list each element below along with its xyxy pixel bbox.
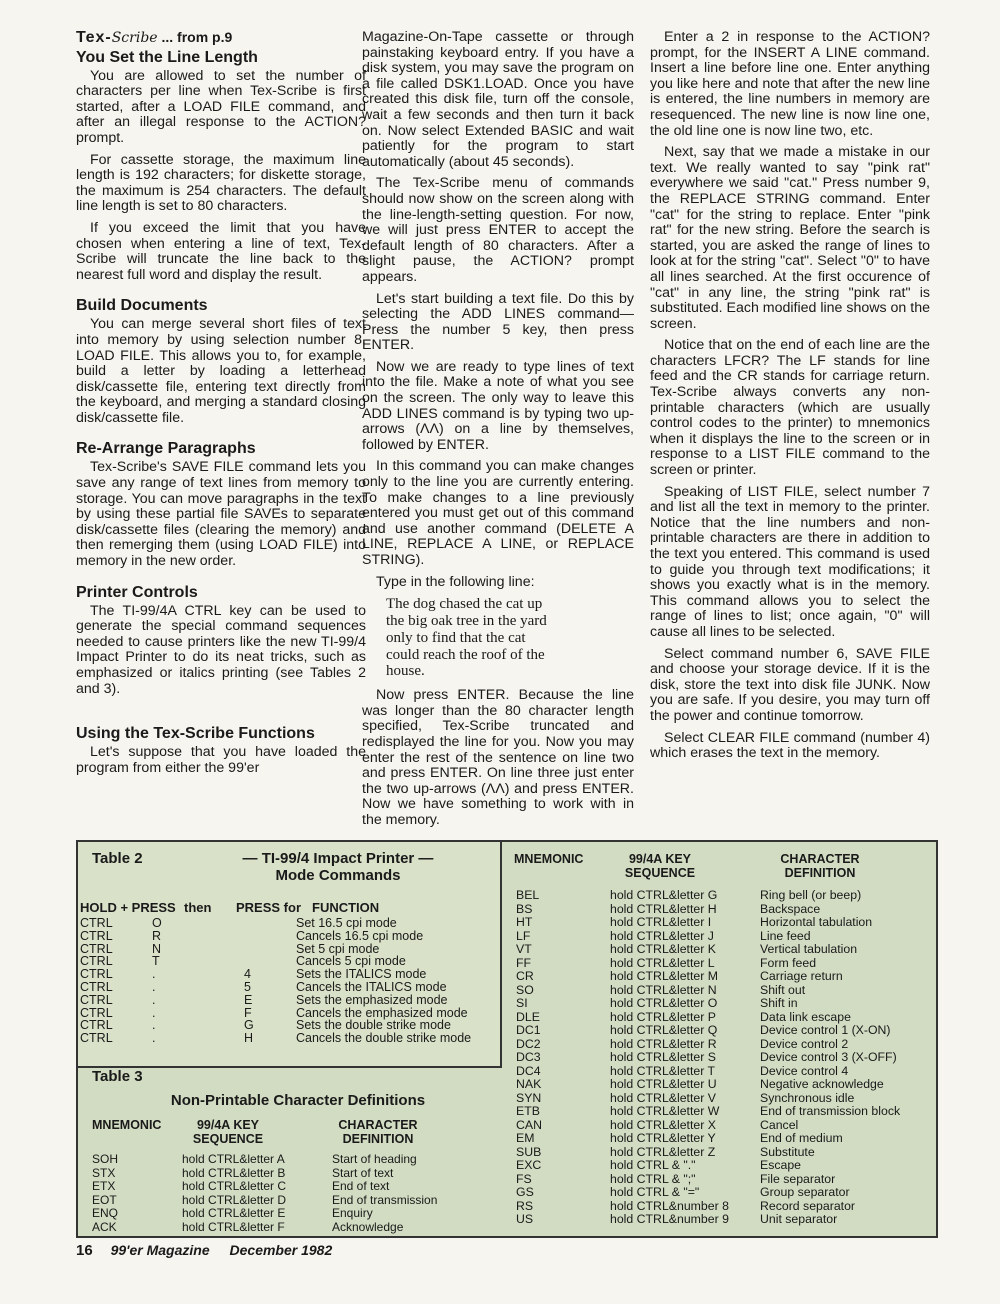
table-cell: File separator [760, 1171, 836, 1186]
table-cell: Group separator [760, 1185, 850, 1199]
sample-text-quote: The dog chased the cat up the big oak tree in the yard only to find that the cat could reach the roof of the house. [386, 596, 547, 680]
table-cell: US [516, 1212, 534, 1226]
table-cell: GS [516, 1185, 534, 1199]
table-cell: ACK [92, 1219, 117, 1234]
table-cell: hold CTRL&letter F [182, 1219, 285, 1234]
table-cell: hold CTRL&letter Y [610, 1131, 716, 1145]
header-cell: HOLD + PRESS [80, 900, 176, 915]
table-cell: Start of text [332, 1165, 394, 1180]
table-cell: H [244, 1031, 254, 1046]
table-cell: HT [516, 915, 533, 929]
table-cell: hold CTRL & "." [610, 1158, 696, 1172]
paragraph: Notice that on the end of each line are the characters LFCR? The LF stands for line feed and the CR stands for carriage return. Tex-Scribe always converts any non-printable characters (which are usually control codes to the printer) to mnemonics when it displays the line to the screen or in response to a LIST FILE command to the screen or printer. [650, 337, 930, 479]
header-cell: 99/4A KEY SEQUENCE [624, 852, 696, 880]
table-cell: E [244, 992, 253, 1007]
paragraph: Speaking of LIST FILE, select number 7 and list all the text in memory to the printer. Notice that the line numbers and non-printable characters are there in addition to the text you entered. This command is used to guide you through text modifications; it shows you exactly what is in the memory. This command allows you to select the range of lines to list; once again, "0" will cause all lines to be selected. [650, 483, 930, 640]
header-cell: CHARACTER DEFINITION [780, 852, 860, 880]
table-cell: Sets the double strike mode [296, 1018, 451, 1033]
table-cell: End of medium [760, 1131, 843, 1145]
table-cell: Set 5 cpi mode [296, 941, 380, 956]
table-cell: SO [516, 982, 534, 997]
table-cell: hold CTRL&letter O [610, 996, 718, 1010]
table-cell: . [152, 992, 156, 1007]
paragraph: In this command you can make changes only to the line you are currently entering. To make changes to a line previously entered you must get out of this command and use another command (DELETE A LINE, REPLACE A LINE, or REPLACE STRING). [362, 458, 634, 568]
heading-line-length: You Set the Line Length [76, 48, 258, 66]
table-cell: hold CTRL&letter S [610, 1050, 716, 1064]
table-cell: . [152, 1031, 156, 1046]
table-cell: Unit separator [760, 1212, 838, 1226]
paragraph: The Tex-Scribe menu of commands should now show on the screen along with the line-length-setting question. For now, we will just press ENTER to accept the default length of 80 characters. After a slight pause, the ACTION? prompt appears. [362, 175, 634, 285]
table-cell: ETB [516, 1104, 540, 1118]
table-cell: Substitute [760, 1144, 815, 1159]
header-cell: MNEMONIC [514, 852, 584, 866]
table-cell: N [152, 941, 162, 956]
table-cell: R [152, 928, 162, 943]
heading-functions: Using the Tex-Scribe Functions [76, 725, 315, 743]
table-cell: DC1 [516, 1023, 541, 1037]
header-cell: CHARACTER DEFINITION [338, 1118, 418, 1146]
table-cell: CTRL [80, 928, 113, 943]
column-1 [76, 30, 366, 782]
table-cell: O [152, 916, 162, 930]
table-cell: hold CTRL&letter P [610, 1009, 716, 1024]
table-cell: hold CTRL & ";" [610, 1171, 696, 1186]
table-cell: hold CTRL&letter U [610, 1077, 717, 1091]
table-cell: hold CTRL&letter L [610, 955, 715, 970]
page-footer [76, 1242, 332, 1259]
banner-scribe: Scribe [111, 30, 158, 46]
table-3-title: Non-Printable Character Definitions [170, 1092, 426, 1109]
table-cell: . [152, 1005, 156, 1020]
table-cell: EOT [92, 1192, 117, 1207]
paragraph: Let's suppose that you have loaded the program from either the 99'er [76, 744, 366, 776]
table-cell: hold CTRL&letter I [610, 915, 712, 929]
table-cell: Line feed [760, 928, 811, 943]
table-cell: ENQ [92, 1206, 119, 1221]
table-cell: CTRL [80, 1018, 113, 1033]
table-cell: CTRL [80, 941, 113, 956]
heading-printer-controls: Printer Controls [76, 583, 198, 601]
table-cell: hold CTRL&letter G [610, 888, 718, 902]
table-cell: BEL [516, 888, 540, 902]
paragraph: Type in the following line: [376, 573, 535, 590]
paragraph: Magazine-On-Tape cassette or through painstaking keyboard entry. If you have a disk system, you may save the program on a file called DSK1.LOAD. Once you have created this disk file, turn off the console, wait a few seconds and then turn it back on. Now select Extended BASIC and wait patiently for the program to start automatically (about 45 seconds). [362, 29, 634, 170]
table-cell: hold CTRL&letter H [610, 901, 717, 916]
table-cell: 5 [244, 979, 251, 994]
table-cell: G [244, 1018, 254, 1033]
table-cell: hold CTRL&letter D [182, 1192, 287, 1207]
table-cell: hold CTRL&letter Z [610, 1144, 716, 1159]
header-cell: 99/4A KEY SEQUENCE [192, 1118, 264, 1146]
paragraph: If you exceed the limit that you have chosen when entering a line of text, Tex-Scribe will truncate the line back to the nearest full word and display the result. [76, 219, 366, 283]
table-cell: NAK [516, 1077, 542, 1091]
table-cell: CTRL [80, 992, 113, 1007]
heading-build-documents: Build Documents [76, 297, 208, 315]
table-cell: hold CTRL&letter R [610, 1036, 717, 1051]
paragraph: Now we are ready to type lines of text into the file. Make a note of what you see on the screen. The only way to leave this ADD LINES command is by typing two up-arrows (ΛΛ) on a line by themselves, followed by ENTER. [362, 358, 634, 453]
page-number: 16 [76, 1242, 93, 1259]
table-cell: Escape [760, 1158, 802, 1172]
table-cell: Backspace [760, 901, 821, 916]
paragraph: Now press ENTER. Because the line was longer than the 80 character length specified, Tex-Scribe truncated and redisplayed the line for you. Now you may enter the rest of the sentence on line two and press ENTER. On line three just enter the two up-arrows (ΛΛ) and press ENTER. Now we have something to work with in the memory. [362, 687, 634, 828]
table-cell: . [152, 967, 156, 982]
table-cell: EXC [516, 1158, 542, 1172]
table-cell: T [152, 954, 160, 969]
table-cell: EM [516, 1131, 535, 1145]
table-cell: DC3 [516, 1050, 541, 1064]
table-cell: CTRL [80, 1005, 113, 1020]
table-cell: CTRL [80, 967, 113, 982]
paragraph: The TI-99/4A CTRL key can be used to generate the special command sequences needed to cause printers like the new TI-99/4 Impact Printer to do its neat tricks, such as emphasized or italics printing (see Tables 2 and 3). [76, 602, 366, 697]
table-cell: 4 [244, 967, 251, 982]
table-cell: hold CTRL&letter N [610, 982, 717, 997]
table-cell: DC2 [516, 1036, 541, 1051]
paragraph: You are allowed to set the number of characters per line when Tex-Scribe is first started, after a LOAD FILE command, and after an illegal response to the ACTION? prompt. [76, 67, 366, 146]
table-cell: FS [516, 1171, 532, 1186]
table-cell: RS [516, 1198, 534, 1213]
table-3 [78, 1068, 500, 1236]
table-cell: hold CTRL&letter K [610, 942, 716, 956]
table-cell: STX [92, 1165, 116, 1180]
continued-banner [76, 30, 366, 47]
paragraph: Let's start building a text file. Do this by selecting the ADD LINES command—Press the number 5 key, then press ENTER. [362, 290, 634, 354]
table-cell: End of transmission [332, 1192, 438, 1207]
table-cell: Device control 3 (X-OFF) [760, 1050, 897, 1064]
table-cell: hold CTRL&number 8 [610, 1198, 729, 1213]
table-cell: Cancels 5 cpi mode [296, 954, 406, 969]
column-2 [362, 30, 634, 835]
table-cell: SUB [516, 1144, 542, 1159]
table-cell: LF [516, 928, 531, 943]
table-cell: hold CTRL&letter J [610, 928, 714, 943]
table-cell: hold CTRL&letter X [610, 1117, 716, 1132]
table-cell: Device control 1 (X-ON) [760, 1023, 891, 1037]
table-cell: Sets the ITALICS mode [296, 967, 427, 982]
table-cell: End of transmission block [760, 1104, 901, 1118]
table-cell: Horizontal tabulation [760, 915, 873, 929]
table-cell: FF [516, 955, 532, 970]
table-cell: hold CTRL&letter W [610, 1104, 720, 1118]
table-cell: hold CTRL&number 9 [610, 1212, 729, 1226]
table-3-continued [502, 842, 936, 1236]
paragraph: Enter a 2 in response to the ACTION? prompt, for the INSERT A LINE command. Insert a line before line one. Enter anything you like here and note that after the new line is entered, the line numbers in memory are resequenced. The new line is now line one, the old line one is now line two, etc. [650, 29, 930, 139]
table-cell: BS [516, 901, 533, 916]
table-2-label: Table 2 [92, 850, 143, 867]
paragraph: Tex-Scribe's SAVE FILE command lets you save any range of text lines from memory to storage. You can move paragraphs in the text by using these partial file SAVEs to separate disk/cassette files (clearing the memory) and then remerging them (using LOAD FILE) into memory in the new order. [76, 459, 366, 570]
table-cell: . [152, 979, 156, 994]
table-cell: Form feed [760, 955, 817, 970]
table-cell: Acknowledge [332, 1219, 404, 1234]
table-cell: SYN [516, 1090, 542, 1105]
table-cell: Start of heading [332, 1152, 417, 1166]
issue-date: December 1982 [229, 1242, 333, 1258]
table-cell: CAN [516, 1117, 542, 1132]
table-cell: hold CTRL&letter M [610, 969, 718, 983]
paragraph: Next, say that we made a mistake in our text. We really wanted to say "pink rat" everywhere we said "cat." Press number 9, the REPLACE STRING command. Enter "cat" for the string to replace. Enter "pink rat" for the new string. Before the search is started, you are asked the range of lines to look at for the string "cat". Select "0" to have all lines searched. At the first occurence of "cat" in any line, the string "pink rat" is substituted. Each modified line shows on the screen. [650, 144, 930, 332]
table-cell: Cancels 16.5 cpi mode [296, 928, 424, 943]
table-cell: End of text [332, 1179, 390, 1194]
table-cell: hold CTRL&letter A [182, 1152, 285, 1166]
paragraph: Select CLEAR FILE command (number 4) which erases the text in the memory. [650, 729, 930, 762]
tables-box [76, 840, 938, 1238]
table-cell: Vertical tabulation [760, 942, 858, 956]
banner-from-page: ... from p.9 [157, 29, 233, 45]
table-cell: VT [516, 942, 532, 956]
paragraph: You can merge several short files of text into memory by using selection number 8, LOAD FILE. This allows you to, for example, build a letter by loading a letterhead disk/cassette file, entering text directly from the keyboard, and merging a standard closing disk/cassette file. [76, 316, 366, 426]
table-2 [78, 842, 502, 1068]
table-cell: Shift in [760, 996, 798, 1010]
table-cell: DC4 [516, 1063, 541, 1078]
table-cell: Cancels the double strike mode [296, 1031, 472, 1046]
header-cell: MNEMONIC [92, 1118, 162, 1132]
table-cell: CTRL [80, 954, 113, 969]
table-cell: . [152, 1018, 156, 1033]
table-cell: Cancels the emphasized mode [296, 1005, 468, 1020]
table-cell: Synchronous idle [760, 1090, 855, 1105]
table-cell: hold CTRL&letter Q [610, 1023, 718, 1037]
table-cell: CTRL [80, 979, 113, 994]
table-cell: SOH [92, 1152, 119, 1166]
table-cell: CTRL [80, 916, 113, 930]
paragraph: For cassette storage, the maximum line length is 192 characters; for diskette storage, the maximum is 254 characters. The default line length is set to 80 characters. [76, 151, 366, 215]
table-cell: hold CTRL&letter E [182, 1206, 286, 1221]
table-3-label: Table 3 [92, 1068, 143, 1085]
table-2-title: — TI-99/4 Impact Printer — Mode Commands [242, 850, 434, 884]
table-cell: Carriage return [760, 969, 843, 983]
heading-rearrange: Re-Arrange Paragraphs [76, 440, 256, 458]
table-cell: hold CTRL&letter C [182, 1179, 287, 1194]
header-cell: FUNCTION [312, 900, 380, 915]
table-cell: ETX [92, 1179, 116, 1194]
table-cell: Negative acknowledge [760, 1077, 884, 1091]
table-cell: Data link escape [760, 1009, 851, 1024]
header-cell: PRESS for [236, 900, 302, 915]
table-cell: hold CTRL&letter B [182, 1165, 286, 1180]
paragraph: Select command number 6, SAVE FILE and choose your storage device. If it is the disk, store the text into disk file JUNK. Now you are safe. If you desire, you may turn off the power and continue tomorrow. [650, 645, 930, 724]
table-cell: Device control 4 [760, 1063, 849, 1078]
column-3 [650, 30, 930, 768]
table-cell: Record separator [760, 1198, 856, 1213]
table-cell: Shift out [760, 982, 806, 997]
table-cell: SI [516, 996, 528, 1010]
table-cell: hold CTRL&letter T [610, 1063, 716, 1078]
table-cell: Cancels the ITALICS mode [296, 979, 447, 994]
table-cell: Enquiry [332, 1206, 373, 1221]
banner-tex: Tex- [76, 29, 112, 46]
table-cell: Sets the emphasized mode [296, 992, 448, 1007]
table-cell: Set 16.5 cpi mode [296, 916, 397, 930]
header-cell: then [184, 900, 212, 915]
table-cell: Device control 2 [760, 1036, 849, 1051]
table-cell: CR [516, 969, 534, 983]
table-cell: CTRL [80, 1031, 113, 1046]
table-cell: F [244, 1005, 252, 1020]
table-cell: Cancel [760, 1117, 799, 1132]
magazine-name: 99'er Magazine [110, 1242, 210, 1258]
table-cell: hold CTRL&letter V [610, 1090, 716, 1105]
table-cell: DLE [516, 1009, 540, 1024]
table-cell: Ring bell (or beep) [760, 888, 862, 902]
table-cell: hold CTRL & "=" [610, 1185, 700, 1199]
